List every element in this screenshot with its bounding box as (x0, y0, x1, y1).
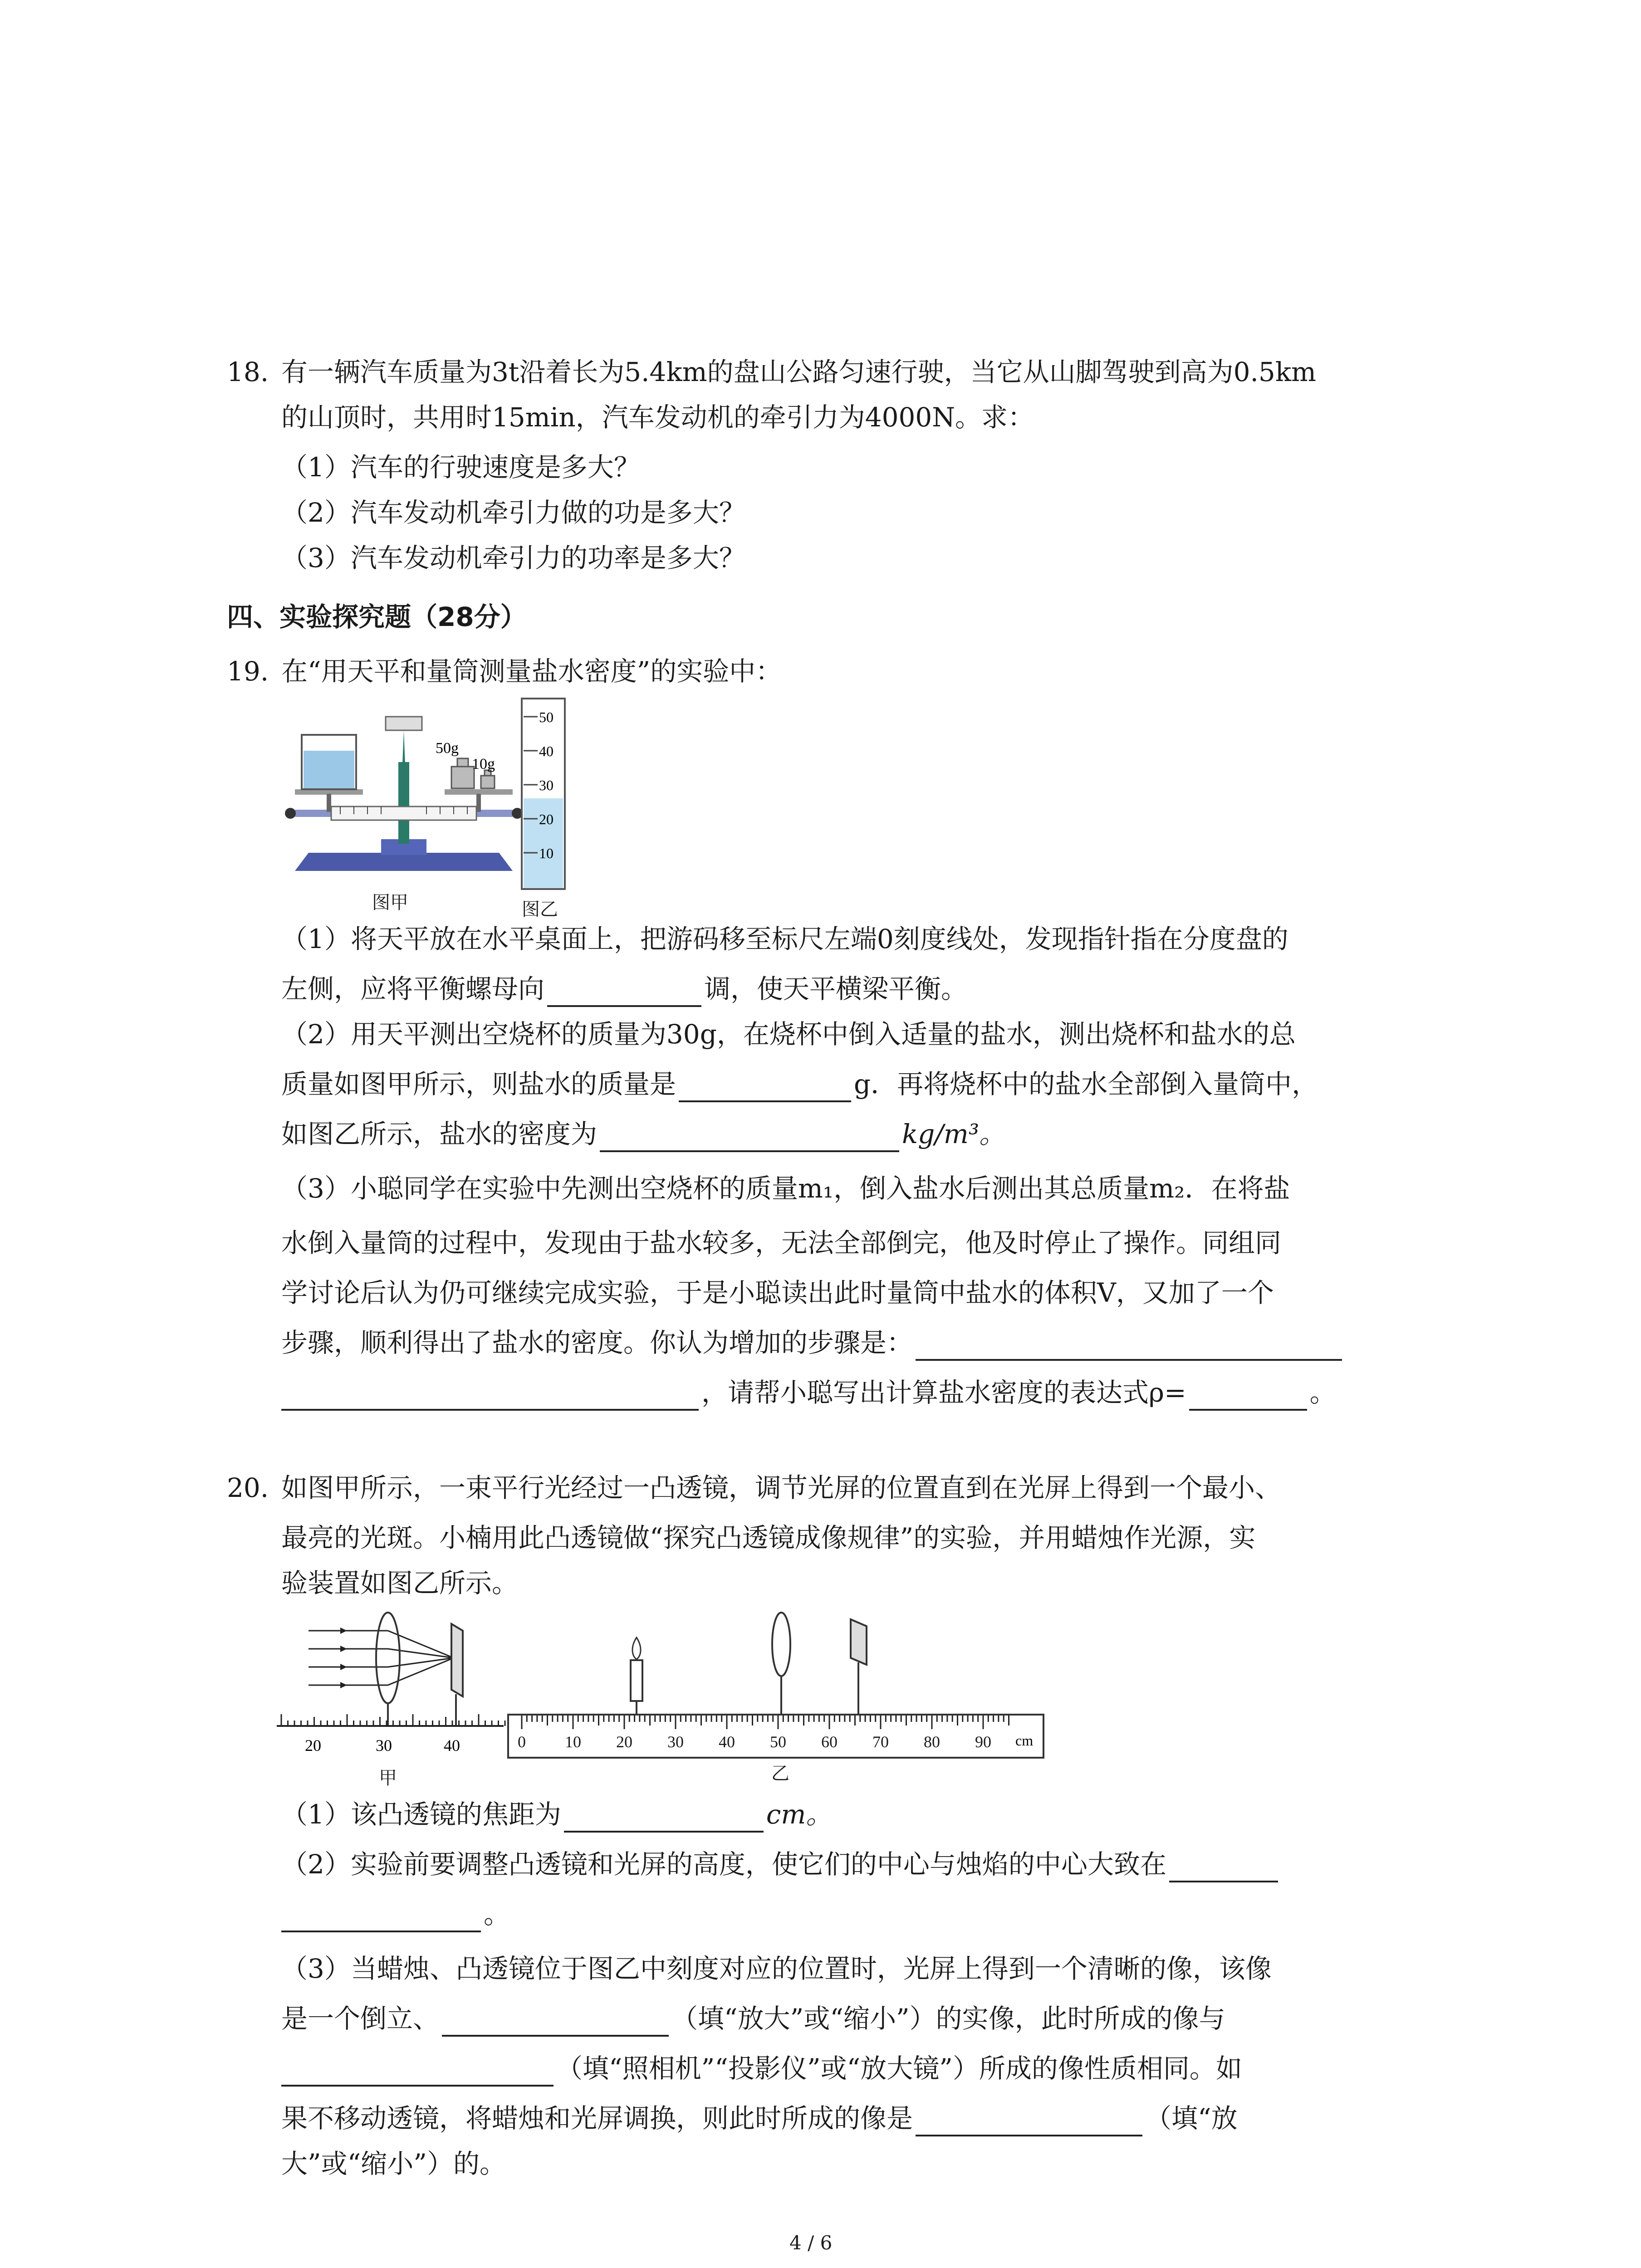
q18-line2: 的山顶时，共用时15min，汽车发动机的牵引力为4000N。求： (281, 402, 1034, 433)
q19-blank-1[interactable] (547, 977, 701, 1007)
cylinder-tick-50: 50 (539, 709, 554, 725)
q20-s2-line1 (281, 1846, 1281, 1882)
fig-jia-caption: 图甲 (372, 892, 408, 913)
cylinder-tick-30: 30 (539, 777, 554, 793)
q20-blank-2a[interactable] (1169, 1853, 1278, 1882)
q19-number: 19. (227, 656, 269, 687)
q19-p2-text-d: kg/m³。 (902, 1119, 1006, 1149)
q19-blank-5[interactable] (281, 1381, 699, 1411)
q19-p3-line4 (281, 1325, 1345, 1361)
yi-ruler-label: 0 (518, 1733, 526, 1751)
q20-s2-text-b: 。 (484, 1899, 510, 1930)
q20-line1: 如图甲所示，一束平行光经过一凸透镜，调节光屏的位置直到在光屏上得到一个最小、 (281, 1472, 1282, 1503)
q18-line1: 有一辆汽车质量为3t沿着长为5.4km的盘山公路匀速行驶，当它从山脚驾驶到高为0.5km (281, 357, 1316, 387)
jia-tick-30: 30 (376, 1736, 392, 1755)
jia-tick-40: 40 (444, 1736, 460, 1755)
q18-sub2: （2）汽车发动机牵引力做的功是多大？ (281, 497, 745, 528)
q19-p2-text-a: 质量如图甲所示，则盐水的质量是 (281, 1069, 676, 1100)
q20-blank-1[interactable] (564, 1803, 764, 1833)
yi-ruler-label: 40 (719, 1733, 735, 1751)
q20-s3-text-c: （填“照相机”“投影仪”或“放大镜”）所成的像性质相同。如 (556, 2053, 1242, 2084)
yi-ruler-label: 70 (872, 1733, 889, 1751)
q18-sub3: （3）汽车发动机牵引力的功率是多大？ (281, 543, 745, 573)
q19-p3-text-b: ，请帮小聪写出计算盐水密度的表达式ρ= (701, 1377, 1186, 1408)
q20-s3-line5: 大”或“缩小”）的。 (281, 2148, 506, 2179)
weight-50g-label: 50g (436, 740, 459, 757)
q19-p1-text-a: 左侧，应将平衡螺母向 (281, 973, 545, 1004)
q19-p2-text-b: g．再将烧杯中的盐水全部倒入量筒中， (854, 1069, 1318, 1100)
q19-p3-line5 (281, 1374, 1336, 1411)
cylinder-tick-10: 10 (539, 845, 554, 861)
q19-p1-line1: （1）将天平放在水平桌面上，把游码移至标尺左端0刻度线处，发现指针指在分度盘的 (281, 924, 1288, 954)
q19-blank-2[interactable] (679, 1072, 851, 1102)
q20-line3: 验装置如图乙所示。 (281, 1568, 519, 1598)
q19-blank-4[interactable] (916, 1331, 1342, 1361)
q20-s1-text-a: （1）该凸透镜的焦距为 (281, 1799, 561, 1830)
q20-s2-text-a: （2）实验前要调整凸透镜和光屏的高度，使它们的中心与烛焰的中心大致在 (281, 1849, 1166, 1880)
cylinder-figure (513, 694, 585, 894)
fig-20-jia-caption: 甲 (379, 1768, 397, 1789)
q19-p2-text-c: 如图乙所示，盐水的密度为 (281, 1119, 598, 1149)
q20-s3-line1: （3）当蜡烛、凸透镜位于图乙中刻度对应的位置时，光屏上得到一个清晰的像，该像 (281, 1953, 1272, 1984)
yi-ruler-label: 50 (770, 1733, 786, 1751)
q20-blank-5[interactable] (916, 2107, 1142, 2136)
q19-p3-text-c: 。 (1309, 1377, 1336, 1408)
q20-line2: 最亮的光斑。小楠用此凸透镜做“探究凸透镜成像规律”的实验，并用蜡烛作光源，实 (281, 1522, 1256, 1553)
fig-yi-caption: 图乙 (522, 899, 558, 920)
q20-s1-line (281, 1796, 832, 1833)
q20-s3-line3 (281, 2050, 1242, 2087)
q19-p2-line2 (281, 1066, 1318, 1102)
balance-figure (277, 708, 531, 898)
q20-s3-line2 (281, 2000, 1225, 2037)
q19-blank-3[interactable] (600, 1122, 899, 1152)
q20-s3-text-d: 果不移动透镜，将蜡烛和光屏调换，则此时所成的像是 (281, 2103, 913, 2134)
jia-tick-20: 20 (305, 1736, 321, 1755)
yi-ruler-label: 90 (975, 1733, 991, 1751)
yi-ruler-label: 30 (667, 1733, 684, 1751)
q19-p1-line2 (281, 971, 967, 1007)
q19-p3-line2: 水倒入量筒的过程中，发现由于盐水较多，无法全部倒完，他及时停止了操作。同组同 (281, 1227, 1282, 1258)
q20-blank-3[interactable] (442, 2007, 669, 2037)
q19-p3-text-a: 步骤，顺利得出了盐水的密度。你认为增加的步骤是： (281, 1327, 913, 1358)
q20-s3-text-b: （填“放大”或“缩小”）的实像，此时所成的像与 (671, 2003, 1225, 2034)
yi-ruler-label: 60 (821, 1733, 838, 1751)
q19-stem: 在“用天平和量筒测量盐水密度”的实验中： (281, 656, 782, 687)
q19-p1-text-b: 调，使天平横梁平衡。 (704, 973, 968, 1004)
cylinder-tick-20: 20 (539, 811, 554, 827)
q20-s3-line4 (281, 2100, 1238, 2136)
q20-s3-text-a: 是一个倒立、 (281, 2003, 440, 2034)
fig-20-yi-caption: 乙 (771, 1763, 789, 1784)
q19-p3-line3: 学讨论后认为仍可继续完成实验，于是小聪读出此时量筒中盐水的体积V，又加了一个 (281, 1277, 1274, 1308)
q18-sub1: （1）汽车的行驶速度是多大？ (281, 452, 640, 483)
lens-focus-figure (272, 1606, 508, 1760)
page-number: 4 / 6 (789, 2232, 833, 2254)
weight-10g-label: 10g (472, 756, 495, 772)
q19-blank-6[interactable] (1189, 1381, 1307, 1411)
q20-s2-line2 (281, 1896, 510, 1932)
section-4-title: 四、实验探究题（28分） (227, 601, 527, 632)
q19-p2-line3 (281, 1116, 1005, 1152)
q20-number: 20. (227, 1472, 269, 1503)
q20-s1-text-b: cm。 (766, 1799, 833, 1830)
q19-p3-line1: （3）小聪同学在实验中先测出空烧杯的质量m₁，倒入盐水后测出其总质量m₂．在将盐 (281, 1173, 1290, 1204)
q20-blank-2b[interactable] (281, 1902, 481, 1932)
q20-s3-text-e: （填“放 (1145, 2103, 1238, 2134)
cylinder-tick-40: 40 (539, 743, 554, 759)
yi-ruler-label: 10 (565, 1733, 581, 1751)
yi-ruler-label: 20 (616, 1733, 632, 1751)
yi-unit-label: cm (1015, 1732, 1034, 1749)
q19-p2-line1: （2）用天平测出空烧杯的质量为30g，在烧杯中倒入适量的盐水，测出烧杯和盐水的总 (281, 1019, 1296, 1050)
q18-number: 18. (227, 357, 269, 387)
optical-bench-figure (504, 1601, 1048, 1765)
q20-blank-4[interactable] (281, 2057, 554, 2087)
yi-ruler-label: 80 (924, 1733, 940, 1751)
